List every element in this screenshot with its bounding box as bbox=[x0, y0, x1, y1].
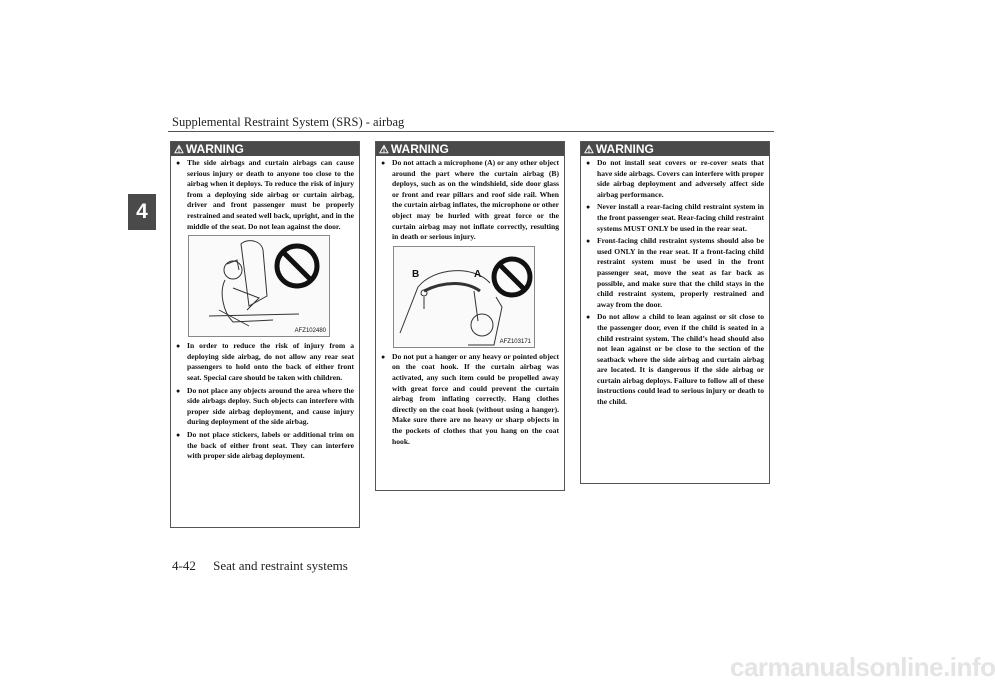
warning-triangle-icon: ⚠ bbox=[584, 143, 594, 156]
warning-item: ● Do not place stickers, labels or additional trim on the back of either front seat. They can interfere with proper side airbag deployment. bbox=[176, 429, 354, 461]
warning-item: ● The side airbags and curtain airbags can cause serious injury or death to anyone too close to the airbag when it deploys. To reduce the risk of injury from a deploying side airbag or curtain airbag, driver and front passenger must be properly restrained and seated well back, upright, and in the middle of the seat. Do not lean against the door. bbox=[176, 158, 354, 231]
warning-triangle-icon: ⚠ bbox=[174, 143, 184, 156]
bullet-icon: ● bbox=[586, 203, 591, 212]
bullet-icon: ● bbox=[176, 159, 181, 167]
warning-label: WARNING bbox=[595, 142, 654, 156]
header-divider bbox=[168, 131, 774, 132]
figure-microphone-airbag bbox=[393, 246, 535, 348]
page-number: 4-42 bbox=[172, 558, 196, 573]
warning-label: WARNING bbox=[390, 142, 449, 156]
label-b: B bbox=[412, 268, 420, 280]
warning-item: ● In order to reduce the risk of injury from a deploying side airbag, do not allow any rear seat passengers to hold onto the back of either front seat. Special care should be taken with children. bbox=[176, 341, 354, 382]
warning-item: ● Do not attach a microphone (A) or any other object around the part where the curtain airbag (B) deploys, such as on the windshield, side door glass or front and rear pillars and roof side rail. When the curtain airbag inflates, the microphone or other object may be hurled with great force or the curtain airbag may not inflate correctly, resulting in death or serious injury. bbox=[381, 158, 559, 242]
bullet-icon: ● bbox=[176, 430, 181, 439]
warning-item: ● Do not put a hanger or any heavy or pointed object on the coat hook. If the curtain airbag was activated, any such item could be propelled away with great force and could prevent the curtain airbag from inflating correctly. Hang clothes directly on the coat hook (without using a hanger). Make sure there are no heavy or sharp objects in the pockets of clothes that you hang on the coat hook. bbox=[381, 351, 559, 446]
warning-panel-3 bbox=[580, 141, 770, 484]
warning-item: ● Do not allow a child to lean against or sit close to the passenger door, even if the child is seated in a child restraint system. The child’s head should also not lean against or be close to the section of the seatback where the side airbag and curtain airbag are located. It is dangerous if the side airbag or curtain airbag deploys. Failure to follow all of these instructions could lead to serious injury or death to the child. bbox=[586, 312, 764, 407]
warning-item: ● Never install a rear-facing child restraint system in the front passenger seat. Rear-facing child restraint systems MUST ONLY be used in the rear seat. bbox=[586, 202, 764, 233]
bullet-icon: ● bbox=[586, 237, 591, 246]
bullet-icon: ● bbox=[381, 159, 386, 167]
page-footer bbox=[172, 558, 348, 574]
warning-panel-2 bbox=[375, 141, 565, 491]
warning-item: ● Do not place any objects around the area where the side airbags deploy. Such objects can interfere with proper side airbag deployment, and cause injury during deployment of the side airbag. bbox=[176, 385, 354, 427]
bullet-icon: ● bbox=[586, 313, 591, 322]
bullet-icon: ● bbox=[586, 159, 591, 167]
bullet-icon: ● bbox=[381, 352, 386, 361]
warning-item: ● Front-facing child restraint systems should also be used ONLY in the rear seat. If a front-facing child restraint system must be used in the front passenger seat, move the seat as far back as possible, and make sure that the child stays in the child restraint system, properly restrained and away from the door. bbox=[586, 236, 764, 309]
warning-header bbox=[376, 142, 564, 156]
warning-header bbox=[581, 142, 769, 156]
label-a: A bbox=[474, 268, 482, 280]
watermark-text: carmanualsonline.info bbox=[730, 652, 995, 682]
page-header-title: Supplemental Restraint System (SRS) - airbag bbox=[172, 115, 405, 129]
section-name: Seat and restraint systems bbox=[213, 558, 348, 573]
warning-header bbox=[171, 142, 359, 156]
bullet-icon: ● bbox=[176, 342, 181, 351]
figure-code: AFZ102480 bbox=[294, 328, 326, 335]
warning-triangle-icon: ⚠ bbox=[379, 143, 389, 156]
passenger-leaning-illustration bbox=[189, 236, 329, 336]
warning-panel-1 bbox=[170, 141, 360, 528]
chapter-tab: 4 bbox=[128, 194, 156, 230]
figure-code: AFZ103171 bbox=[499, 338, 531, 345]
bullet-icon: ● bbox=[176, 386, 181, 395]
figure-seated-passenger bbox=[188, 235, 330, 337]
warning-label: WARNING bbox=[185, 142, 244, 156]
warning-item: ● Do not install seat covers or re-cover seats that have side airbags. Covers can interfere with proper side airbag deployment and adversely affect side airbag performance. bbox=[586, 158, 764, 199]
vehicle-interior-illustration bbox=[394, 247, 534, 347]
